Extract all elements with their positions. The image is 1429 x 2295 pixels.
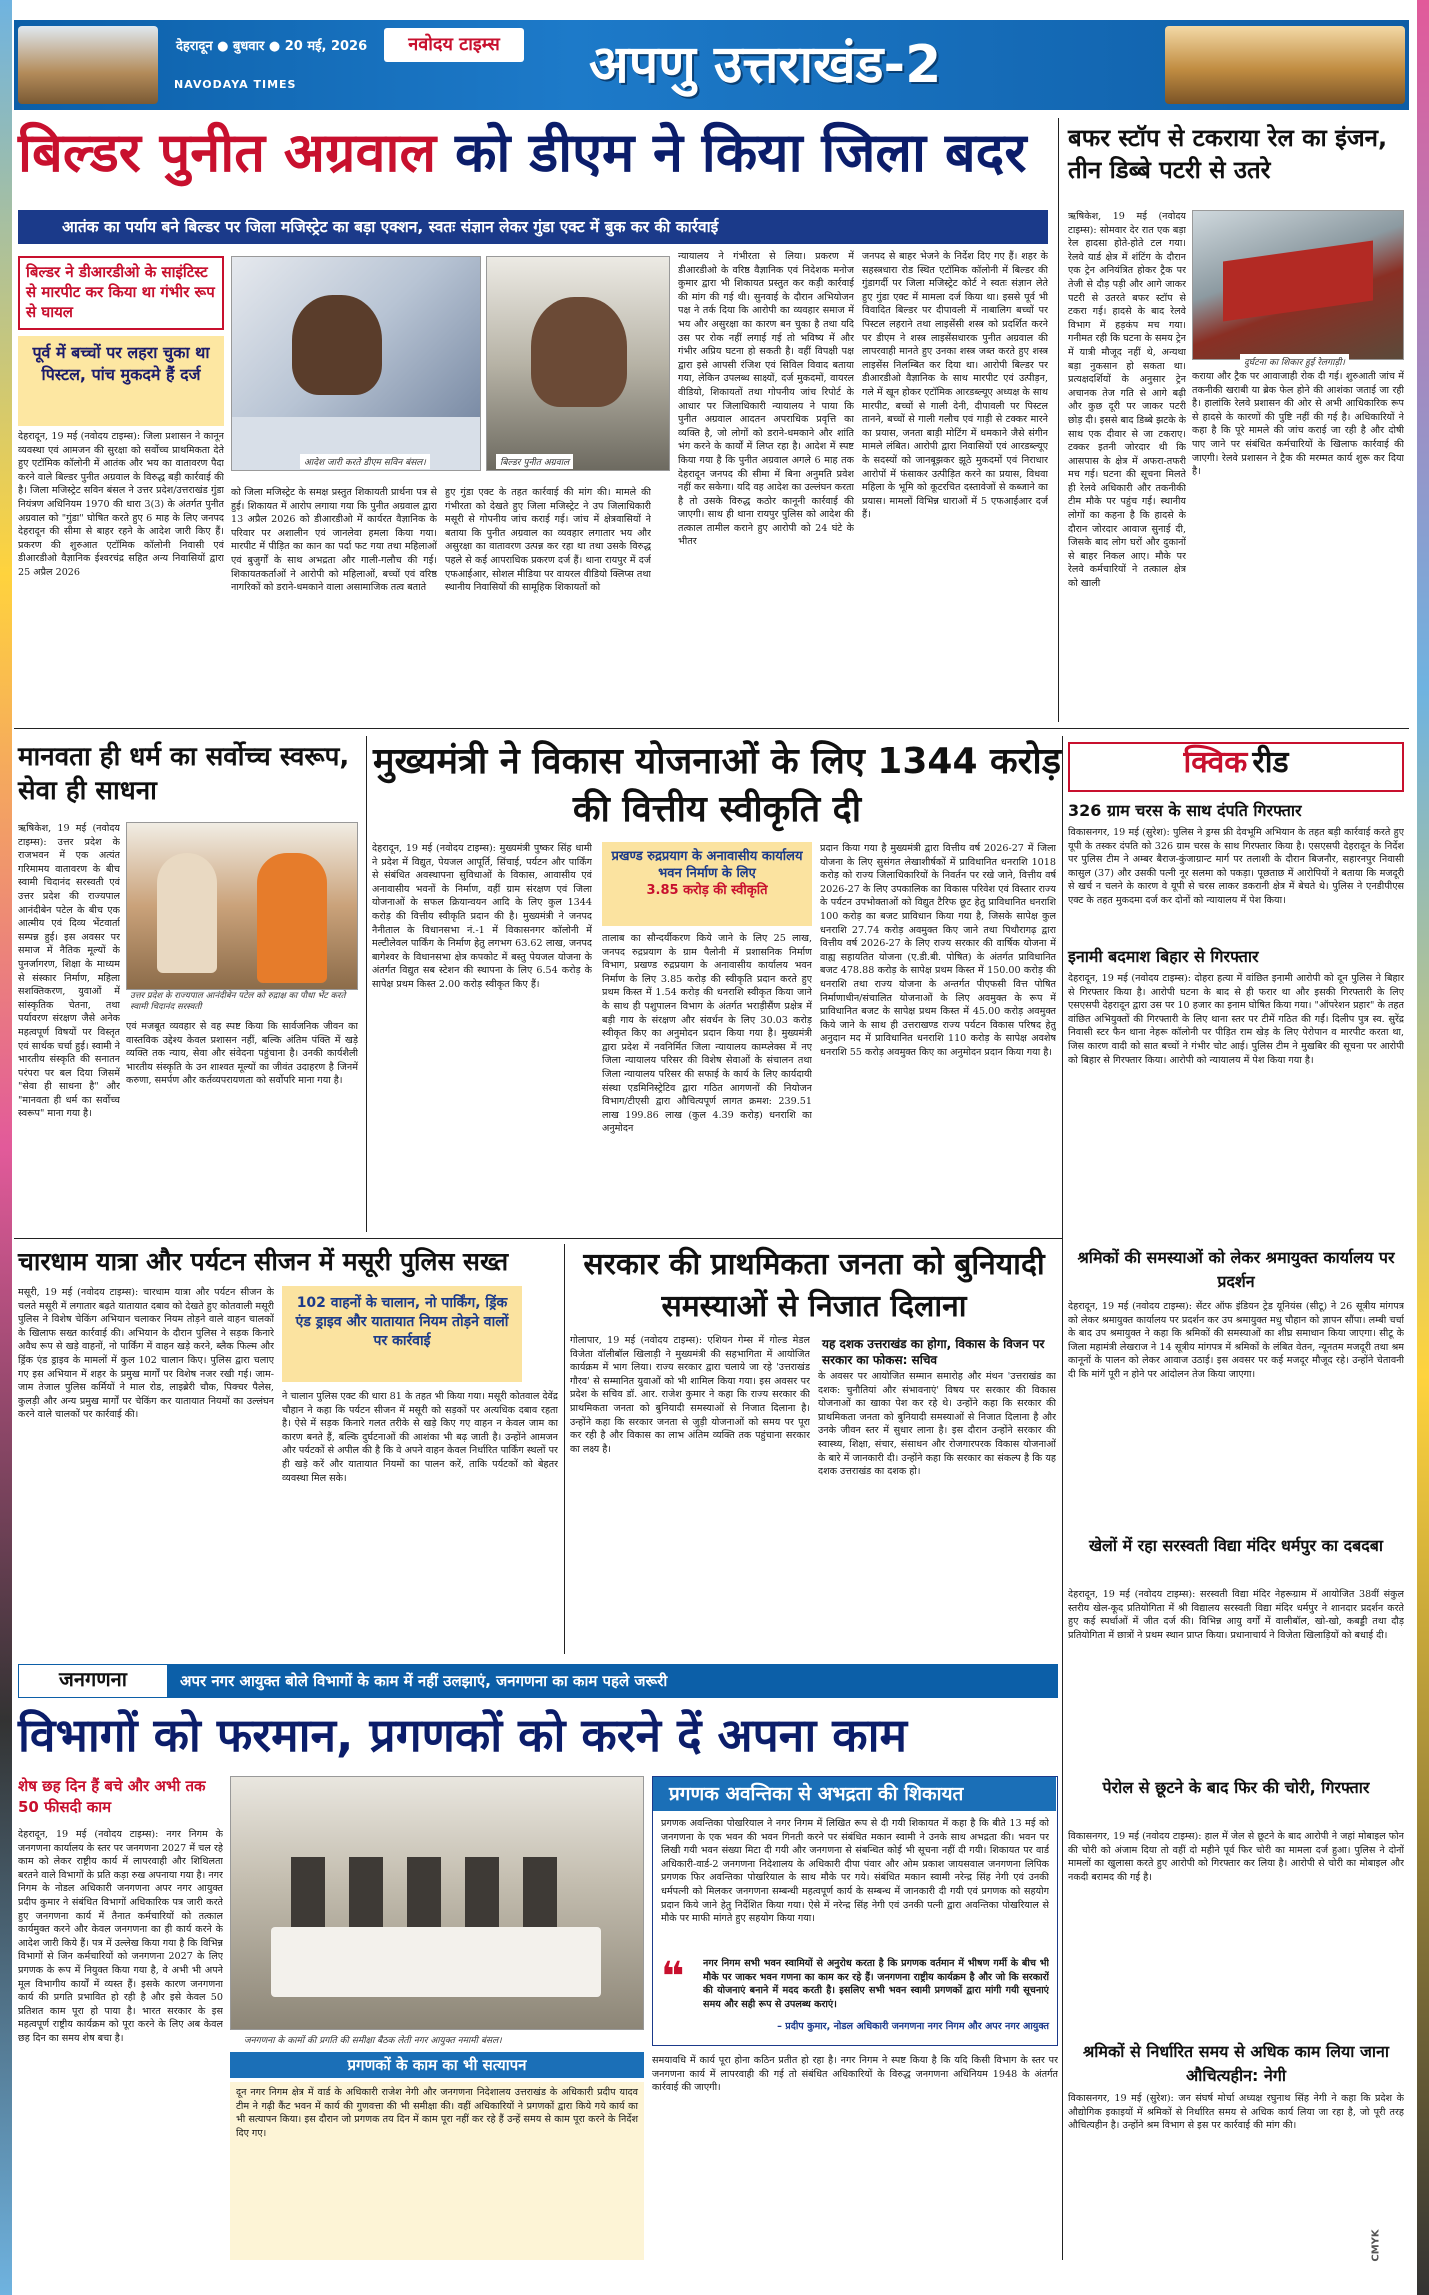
lead-sub1-text: बिल्डर ने डीआरडीओ के साइंटिस्ट से मारपीट कर किया था गंभीर रूप से घायल xyxy=(26,263,215,321)
rail-body-col-2: कराया और ट्रैक पर आवाजाही रोक दी गई। शुरुआती जांच में तकनीकी खराबी या ब्रेक फेल होने की आशंका जताई जा रही है। हालांकि रेलवे प्रशासन की ओर से अभी आधिकारिक रूप से हादसे के कारणों की पुष्टि नहीं की गई है। अधिकारियों ने कहा है कि पूरे मामले की जांच कराई जा रही है और दोषी पाए जाने पर संबंधित कर्मचारियों के खिलाफ कार्रवाई की जाएगी। रेलवे प्रशासन ने ट्रैक की मरम्मत कार्य शुरू कर दिया है। xyxy=(1192,371,1404,478)
lead-headline-blue: को डीएम ने किया जिला बदर xyxy=(454,121,1027,184)
cm-inset-sub: 3.85 करोड़ की स्वीकृति xyxy=(646,883,768,898)
lead-photo-dm xyxy=(231,256,481,471)
photo-meeting-table xyxy=(271,1927,601,1997)
census-box-body: प्रगणक अवन्तिका पोखरियाल ने नगर निगम में लिखित रूप से दी गयी शिकायत में कहा है कि बीते 13 मई को जनगणना के एक भवन की भवन गिनती करने पर संबंधित मकान स्वामी ने उनके साथ अभद्रता की। भवन पर लिखी गयी भवन संख्या मिटा दी गयी और जनगणना से संबन्धित कोई भी सूचना नहीं दी गयी। शिकायत पर वार्ड अधिकारी-वार्ड-2 जनगणना निदेशालय के अधिकारी दीपा पंवार और ओम प्रकाश जायसवाल जनगणना लिपिक प्रगणक फिर अवन्तिका पोखरियाल के साथ मौके पर गये। संबंधित मकान स्वामी नरेन्द्र सिंह नेगी एवं उनकी धर्मपत्नी को मिलकर जनगणना सम्बन्धी महत्वपूर्ण कार्य के सम्बन्ध में जानकारी दी गयी एवं प्रगणक को सहयोग प्रदान किये जाने हेतु निर्देशित किया गया। ऐसे में नरेन्द्र सिंह नेगी एवं उनकी पत्नी द्वारा अवन्तिका पोखरियाल से मौके पर माफी मांगते हुए सहयोग किया गया। xyxy=(661,1818,1049,1925)
census-strap-bar xyxy=(18,1664,1058,1698)
sarkar-headline: सरकार की प्राथमिकता जनता को बुनियादी समस्याओं से निजात दिलाना xyxy=(583,1247,1045,1324)
rule-vertical-top xyxy=(1058,118,1059,722)
masthead-paper-name: नवोदय टाइम्स xyxy=(408,34,500,55)
chardham-inset xyxy=(282,1286,522,1382)
census-sub2 xyxy=(230,2052,644,2078)
sarkar-tag xyxy=(818,1334,1056,1370)
census-sub2-body: दून नगर निगम क्षेत्र में वार्ड के अधिकारी राजेश नेगी और जनगणना निदेशालय उत्तराखंड के अधिकारी प्रदीप यादव टीम ने गढ़ी कैंट भवन में कार्य की गुणवत्ता की भी समीक्षा की। वहीं अधिकारियों ने प्रगणकों द्वारा किये गये कार्य का भी सत्यापन किया। इस दौरान जो प्रगणक तय दिन में काम पूरा नहीं कर रहे हैं उन्हें समय से काम पूरा करने के निर्देश दिए गए। xyxy=(230,2082,644,2260)
quick-item-1-title: 326 ग्राम चरस के साथ दंपति गिरफ्तार xyxy=(1068,801,1302,820)
census-label-text: जनगणना xyxy=(59,1667,127,1691)
photo-person-3 xyxy=(157,853,217,973)
census-box-title xyxy=(653,1777,1056,1811)
cm-inset xyxy=(602,842,812,926)
lead-strap-text: आतंक का पर्याय बने बिल्डर पर जिला मजिस्ट्रेट का बड़ा एक्शन, स्वतः संज्ञान लेकर गुंडा एक्ट में बुक कर की कार्रवाई xyxy=(62,218,719,236)
cm-body-col-2: तालाब का सौन्दर्यीकरण किये जाने के लिए 25 लाख, जनपद रुद्रप्रयाग के ग्राम पैलोनी में प्रशासनिक निर्माण विभाग, प्रखण्ड रुद्रप्रयाग के अनावासीय कार्यालय भवन निर्माण के लिए 3.85 करोड़ की स्वीकृति प्रदान करते हुए प्रथम किस्त में 1.54 करोड़ की धनराशि स्वीकृत किया जाने के साथ ही पशुपालन विभाग के अंतर्गत भराड़ीसैंण प्रक्षेत्र में बड़ी गाय के संरक्षण और संवर्धन के लिए 30.03 करोड़ स्वीकृत किए का अनुमोदन प्रदान किया गया है। मुख्यमंत्री द्वारा प्रदेश में नवनिर्मित जिला न्यायालय काम्प्लेक्स में नए जिला न्यायालय परिसर की विशेष सेवाओं के संचालन तथा जिला न्यायालय परिसर की सफाई के कार्य के लिए कार्यदायी संस्था एडमिनिस्ट्रेटिव द्वारा गठित आगणनों की नियोजन विभाग/टीएसी द्वारा औचित्यपूर्ण लागत क्रमश: 239.51 लाख 199.86 लाख (कुल 4.39 करोड़) धनराशि का अनुमोदन xyxy=(602,933,812,1135)
lead-photo-builder-caption: बिल्डर पुनीत अग्रवाल xyxy=(496,454,573,469)
masthead-logo xyxy=(384,28,524,62)
census-quote-mark: ❝ xyxy=(661,1954,685,2000)
rail-body-col-1: ऋषिकेश, 19 मई (नवोदय टाइम्स): सोमवार देर रात एक बड़ा रेल हादसा होते-होते टल गया। रेलवे यार्ड क्षेत्र में शंटिंग के दौरान एक ट्रेन अनियंत्रित होकर ट्रैक पर तेजी से दौड़ पड़ी और आगे जाकर पटरी से उतरते बफर स्टॉप से टकरा गई। हादसे के बाद रेलवे विभाग में हड़कंप मच गया। गनीमत रही कि घटना के समय ट्रेन में यात्री मौजूद नहीं थे, अन्यथा बड़ा नुकसान हो सकता था। प्रत्यक्षदर्शियों के अनुसार ट्रेन अचानक तेज गति से आगे बढ़ी और कुछ दूरी पर जाकर पटरी छोड़ दी। इससे बाद डिब्बे झटके के साथ एक दीवार से जा टकराए। टक्कर इतनी जोरदार थी कि आसपास के क्षेत्र में अफरा-तफरी मच गई। घटना की सूचना मिलते ही रेलवे अधिकारी और तकनीकी टीम मौके पर पहुंच गई। स्थानीय लोगों का कहना है कि हादसे के दौरान जोरदार आवाज सुनाई दी, जिसके बाद लोग घरों और दुकानों से बाहर निकल आए। मौके पर रेलवे कर्मचारियों ने तत्काल क्षेत्र को खाली xyxy=(1068,211,1186,590)
masthead-temple-left xyxy=(18,26,158,104)
rail-headline: बफर स्टॉप से टकराया रेल का इंजन, तीन डिब्बे पटरी से उतरे xyxy=(1068,124,1388,184)
census-sub2-text: प्रगणकों के काम का भी सत्यापन xyxy=(347,2056,527,2074)
humanity-headline: मानवता ही धर्म का सर्वोच्च स्वरूप, सेवा ही साधना xyxy=(18,742,350,806)
census-label xyxy=(18,1664,168,1698)
chardham-inset-text: 102 वाहनों के चालान, नो पार्किंग, ड्रिंक एंड ड्राइव और यातायात नियम तोड़ने वालों पर कार्रवाई xyxy=(295,1295,509,1349)
census-headline: विभागों को फरमान, प्रगणकों को करने दें अपना काम xyxy=(18,1708,907,1762)
humanity-body-col-1: ऋषिकेश, 19 मई (नवोदय टाइम्स): उत्तर प्रदेश के राजभवन में एक अत्यंत गरिमामय वातावरण के बीच स्वामी चिदानंद सरस्वती एवं उत्तर प्रदेश की राज्यपाल आनंदीबेन पटेल के बीच एक आत्मीय एवं दिव्य भेंटवार्ता सम्पन्न हुई। इस अवसर पर समाज में नैतिक मूल्यों के पुनर्जागरण, शिक्षा के माध्यम से संस्कार निर्माण, महिला सशक्तिकरण, युवाओं में सांस्कृतिक चेतना, तथा पर्यावरण संरक्षण जैसे अनेक महत्वपूर्ण विषयों पर विस्तृत एवं सार्थक चर्चा हुई। स्वामी ने भारतीय संस्कृति की सनातन परंपरा पर बल दिया जिसमें "सेवा ही साधना है" और "मानवता ही धर्म का सर्वोच्च स्वरूप" माना गया है। xyxy=(18,823,120,1120)
census-box-title-text: प्रगणक अवन्तिका से अभद्रता की शिकायत xyxy=(669,1783,964,1805)
left-color-bar xyxy=(0,0,12,2295)
masthead-section-title: अपणु उत्तराखंड-2 xyxy=(589,35,942,95)
photo-train xyxy=(1223,240,1373,321)
masthead-dateline: देहरादून ● बुधवार ● 20 मई, 2026 xyxy=(176,39,368,54)
lead-body-col-5: जनपद से बाहर भेजने के निर्देश दिए गए हैं। शहर के सहस्त्रधारा रोड स्थित एटॉमिक कॉलोनी में बिल्डर की गुंडागर्दी पर जिला मजिस्ट्रेट कोर्ट ने स्वतः संज्ञान लेते हुए गुंडा एक्ट में मामला दर्ज किया था। इससे पूर्व भी विवादित बिल्डर पर दीपावली में नाबालिग बच्चों पर पिस्टल लहराने तथा लाइसेंसी शस्त्र को प्रदर्शित करने पर डीएम ने शस्त्र लाइसेंसधारक पुनीत अग्रवाल की लापरवाही मानते हुए उनका शस्त्र जब्त करते हुए शस्त्र लाइसेंस निलम्बित कर दिया था। आरोपी बिल्डर पर डीआरडीओ वैज्ञानिक के साथ मारपीट एवं उत्पीड़न, गले में खून होकर एटॉमिक आरडब्ल्यूए अध्यक्ष के साथ मारपीट, बच्चों से गाली देनी, दीपावली पर पिस्टल तानने, बच्चों से गाली गलौच एवं गाड़ी से टक्कर मारने का प्रयास, जनता बाड़ी मोटिंग में धमकाने जैसे संगीन मामले लंबित। आरोपी द्वारा निवासियों एवं आरडब्ल्यूए के सदस्यों को जानबूझकर झूठे मुकदमों एवं निराधार आरोपों में फंसाकर उत्पीड़ित करने का प्रयास, विधवा महिला के भूमि को कूटरचित दस्तावेजों से कब्जाने का प्रयास। मामलों विभिन्न धाराओं में 5 एफआईआर दर्ज हैं। xyxy=(862,251,1048,521)
lead-photo-dm-caption: आदेश जारी करते डीएम सविन बंसल। xyxy=(300,454,430,469)
lead-body-col-3: हुए गुंडा एक्ट के तहत कार्रवाई की मांग की। मामले की गंभीरता को देखते हुए जिला मजिस्ट्रेट ने उप जिलाधिकारी मसूरी से गोपनीय जांच कराई गई। जांच में क्षेत्रवासियों ने बताया कि पुनीत अग्रवाल का व्यवहार लगातार भय और असुरक्षा का वातावरण उत्पन्न कर रहा था तथा उसके विरुद्ध पहले से कई आपराधिक प्रकरण दर्ज हैं। थाना रायपुर में दर्ज एफआईआर, सोशल मीडिया पर वायरल वीडियो क्लिप्स तथा स्थानीय निवासियों की सामूहिक शिकायतों को xyxy=(445,487,651,594)
masthead xyxy=(14,20,1409,110)
rule-horizontal-1 xyxy=(14,728,1409,729)
census-body-col-2: समयावधि में कार्य पूरा होना कठिन प्रतीत हो रहा है। नगर निगम ने स्पष्ट किया है कि यदि किसी विभाग के स्तर पर जनगणना कार्य में लापरवाही की गई तो संबंधित अधिकारियों के विरुद्ध जनगणना अधिनियम 1948 के अंतर्गत कार्रवाई की जाएगी। xyxy=(652,2055,1058,2094)
quick-read-header-a: क्विक xyxy=(1183,745,1248,780)
rule-vertical-2 xyxy=(366,736,367,1232)
lead-headline-red: बिल्डर पुनीत अग्रवाल xyxy=(18,121,437,184)
census-sub-text: शेष छह दिन हैं बचे और अभी तक 50 फीसदी काम xyxy=(18,1777,206,1816)
lead-headline xyxy=(18,118,1048,188)
lead-body-col-4: न्यायालय ने गंभीरता से लिया। प्रकरण में डीआरडीओ के वरिष्ठ वैज्ञानिक एवं निदेशक मनोज कुमार द्वारा भी शिकायत प्रस्तुत कर कड़ी कार्रवाई की मांग की गई थी। सुनवाई के दौरान अभियोजन पक्ष ने तर्क दिया कि आरोपी का व्यवहार समाज में भय और असुरक्षा का कारण बन चुका है तथा यदि उस पर रोक नहीं लगाई गई तो भविष्य में और गंभीर अप्रिय घटना हो सकती है। वहीं विपक्षी पक्ष द्वारा इसे आपसी रंजिश एवं सिविल विवाद बताया गया, लेकिन उपलब्ध साक्ष्यों, दर्ज मुकदमों, वायरल वीडियो, शिकायतों तथा गोपनीय जांच रिपोर्ट के आधार पर जिलाधिकारी न्यायालय ने पाया कि पुनीत अग्रवाल आदतन अपराधिक प्रवृत्ति का व्यक्ति है, जो लोगों को डराने-धमकाने और शांति भंग करने के कार्यों में लिप्त रहा है। आदेश में स्पष्ट किया गया है कि पुनीत अग्रवाल अगले 6 माह तक देहरादून जनपद की सीमा में बिना अनुमति प्रवेश नहीं कर सकेगा। यदि वह आदेश का उल्लंघन करता है तो उसके विरुद्ध कठोर कानूनी कार्रवाई की जाएगी। साथ ही थाना रायपुर पुलिस को आदेश की तत्काल तामील कराने हुए आरोपी को 24 घंटे के भीतर xyxy=(678,251,854,548)
quick-read-header-b: रीड xyxy=(1252,745,1289,780)
right-color-bar xyxy=(1417,0,1429,2295)
quick-item-2-body: देहरादून, 19 मई (नवोदय टाइम्स): दोहरा हत्या में वांछित इनामी आरोपी को दून पुलिस ने बिहार से गिरफ्तार किया है। आरोपी घटना के बाद से ही फरार था और इसकी गिरफ्तारी के लिए एसएसपी देहरादून द्वारा उस पर 10 हजार का इनाम घोषित किया गया। "ऑपरेशन प्रहार" के तहत वांछित अभियुक्तों की गिरफ्तारी के लिए थाना स्तर पर टीमें गठित की गईं। दिलीप पुत्र स्व. सुरेंद्र निवासी स्टर फैन थाना नेहरू कॉलोनी पर पीड़ित राम खेड़ के लिए पेरोपान व मारपीट करता था, जिस कारण वादी को सात बच्चों ने गंभीर चोट आई। पुलिस टीम ने मुखबिर की सूचना पर आरोपी को बिहार से गिरफ्तार किया। आरोपी को न्यायालय में पेश किया गया है। xyxy=(1068,973,1404,1066)
quick-item-6-body: विकासनगर, 19 मई (सुरेश): जन संघर्ष मोर्चा अध्यक्ष रघुनाथ सिंह नेगी ने कहा कि प्रदेश के औद्योगिक इकाइयों में श्रमिकों से निर्धारित समय से अधिक कार्य लिया जा रहा है, जो पूरी तरह औचित्यहीन है। उन्होंने श्रम विभाग से इस पर कार्रवाई की मांग की। xyxy=(1068,2093,1404,2132)
lead-sub2-text: पूर्व में बच्चों पर लहरा चुका था पिस्टल, पांच मुकदमे हैं दर्ज xyxy=(32,343,210,384)
quick-item-1-body: विकासनगर, 19 मई (सुरेश): पुलिस ने ड्रग्स फ्री देवभूमि अभियान के तहत बड़ी कार्रवाई करते हुए यूपी के तस्कर दंपति को 326 ग्राम चरस के साथ गिरफ्तार किया है। एसएसपी देहरादून के निर्देश पर पुलिस टीम ने अम्बर बैराज-कुंजाग्रान्ट मार्ग पर तलाशी के दौरान बिजनौर, सहारनपुर निवासी कासुल (37) और उसकी पत्नी नूर सलमा को पकड़ा। पूछताछ में आरोपियों ने बताया कि मजदूरी से खर्च न चलने के कारण वे यूपी से चरस लाकर डकरानी क्षेत्र में बेचते थे। पुलिस ने एनडीपीएस एक्ट के तहत मुकदमा दर्ज कर दोनों को न्यायालय में पेश किया। xyxy=(1068,827,1404,906)
masthead-temple-right xyxy=(1165,26,1405,104)
lead-sub2 xyxy=(18,336,224,426)
sarkar-tag-text: यह दशक उत्तराखंड का होगा, विकास के विजन पर सरकार का फोकस: सचिव xyxy=(822,1337,1045,1367)
sarkar-body-col-2: के अवसर पर आयोजित सम्मान समारोह और मंथन 'उत्तराखंड का दशक: चुनौतियां और संभावनाएं' विषय पर सरकार की विकास योजनाओं का खाका पेश कर रहे थे। उन्होंने कहा कि सरकार की प्राथमिकता जनता को बुनियादी समस्याओं से निजात दिलाना है और उनके जीवन स्तर में सुधार लाना है। इस दौरान उन्होंने सरकार की स्वास्थ्य, शिक्षा, संचार, संसाधन और रोजगारपरक विकास योजनाओं के बारे में जानकारी दी। उन्होंने कहा कि सरकार का संकल्प है कि यह दशक उत्तराखंड का दशक हो। xyxy=(818,1371,1056,1478)
photo-person-1 xyxy=(292,295,382,395)
quick-read-header xyxy=(1068,742,1404,792)
masthead-paper-name-en: NAVODAYA TIMES xyxy=(174,78,297,91)
quick-item-5-body: विकासनगर, 19 मई (नवोदय टाइम्स): हाल में जेल से छूटने के बाद आरोपी ने जहां मोबाइल फोन की चोरी को अंजाम दिया तो वहीं दो महीने पूर्व फिर चोरी का मामला दर्ज हुआ। पुलिस ने दोनों मामलों का खुलासा करते हुए आरोपी को गिरफ्तार कर लिया है। आरोपी से चोरी का मोबाइल और नकदी बरामद की गई है। xyxy=(1068,1831,1404,1883)
humanity-body-col-2: एवं मजबूत व्यवहार से वह स्पष्ट किया कि सार्वजनिक जीवन का वास्तविक उद्देश्य केवल प्रशासन नहीं, बल्कि अंतिम पंक्ति में खड़े व्यक्ति तक न्याय, सेवा और संवेदना पहुंचाना है। उनकी कार्यशैली भारतीय संस्कृति के उन शाश्वत मूल्यों का जीवंत उदाहरण है जिनमें करुणा, समर्पण और कर्तव्यपरायणता को सर्वोपरि माना गया है। xyxy=(126,1021,358,1087)
photo-person-4 xyxy=(257,853,327,983)
census-photo-caption: जनगणना के कामों की प्रगति की समीक्षा बैठक लेती नगर आयुक्त नमामी बंसल। xyxy=(240,2032,644,2047)
rail-photo-caption: दुर्घटना का शिकार हुई रेलगाड़ी। xyxy=(1240,354,1349,369)
cm-inset-title: प्रखण्ड रुद्रप्रयाग के अनावासीय कार्यालय भवन निर्माण के लिए xyxy=(611,849,803,881)
chardham-body-col-2: ने चालान पुलिस एक्ट की धारा 81 के तहत भी किया गया। मसूरी कोतवाल देवेंद्र चौहान ने कहा कि पर्यटन सीजन में मसूरी को सड़कों पर अत्यधिक दबाव रहता है। ऐसे में सड़क किनारे गलत तरीके से खड़े किए गए वाहन न केवल जाम का कारण बनते हैं, बल्कि दुर्घटनाओं की आशंका भी बढ़ जाती है। उन्होंने आमजन और पर्यटकों से अपील की है कि वे अपने वाहन केवल निर्धारित पार्किंग स्थलों पर ही खड़े करें और यातायात नियमों का पालन करें, ताकि पर्यटकों को बेहतर व्यवस्था मिल सके। xyxy=(282,1391,558,1484)
quick-item-4-body: देहरादून, 19 मई (नवोदय टाइम्स): सरस्वती विद्या मंदिर नेहरूग्राम में आयोजित 38वीं संकुल स्तरीय खेल-कूद प्रतियोगिता में श्री विद्यालय सरस्वती विद्या मंदिर धर्मपुर ने शानदार प्रदर्शन करते हुए कई स्पर्धाओं में जीत दर्ज की। विभिन्न आयु वर्गों में वालीबॉल, खो-खो, कबड्डी तथा दौड़ प्रतियोगिता में छात्रों ने प्रथम स्थान प्राप्त किया। प्रधानाचार्य ने विजेता खिलाड़ियों को बधाई दी। xyxy=(1068,1589,1404,1641)
rule-horizontal-2 xyxy=(14,1238,1062,1239)
census-sub xyxy=(18,1776,223,1818)
humanity-photo-caption: उत्तर प्रदेश के राज्यपाल आनंदीबेन पटेल को रुद्राक्ष का पौधा भेंट करते स्वामी चिदानंद सरस्वती xyxy=(126,990,358,1014)
humanity-photo xyxy=(126,822,358,990)
census-photo xyxy=(230,1776,644,2030)
quick-item-3-title: श्रमिकों की समस्याओं को लेकर श्रमायुक्त कार्यालय पर प्रदर्शन xyxy=(1077,1248,1395,1291)
lead-sub1 xyxy=(18,256,224,330)
quick-item-6-title: श्रमिकों से निर्धारित समय से अधिक काम लिया जाना औचित्यहीन: नेगी xyxy=(1082,2042,1390,2085)
lead-body-col-1: देहरादून, 19 मई (नवोदय टाइम्स): जिला प्रशासन ने कानून व्यवस्था एवं आमजन की सुरक्षा को सर्वोच्च प्राथमिकता देते हुए एटॉमिक कॉलोनी में आतंक और भय का वातावरण पैदा करने वाले बिल्डर पुनीत अग्रवाल के विरुद्ध बड़ी कार्रवाई की है। जिला मजिस्ट्रेट सविन बंसल ने उत्तर प्रदेश/उत्तराखंड गुंडा नियंत्रण अधिनियम 1970 की धारा 3(3) के अंतर्गत पुनीत अग्रवाल को "गुंडा" घोषित करते हुए 6 माह के लिए जनपद देहरादून की सीमा से बाहर रहने के आदेश जारी किए हैं। प्रकरण की शुरुआत एटॉमिक कॉलोनी निवासी एवं डीआरडीओ वैज्ञानिक ईश्वरचंद्र सहित अन्य निवासियों द्वारा 25 अप्रैल 2026 xyxy=(18,431,224,578)
lead-strap xyxy=(18,210,1048,244)
quick-item-5-title: पेरोल से छूटने के बाद फिर की चोरी, गिरफ्तार xyxy=(1102,1778,1370,1797)
quick-item-2-title: इनामी बदमाश बिहार से गिरफ्तार xyxy=(1068,947,1259,966)
quick-item-3-body: देहरादून, 19 मई (नवोदय टाइम्स): सेंटर ऑफ इंडियन ट्रेड यूनियंस (सीटू) ने 26 सूत्रीय मांगपत्र को लेकर श्रमायुक्त कार्यालय पर प्रदर्शन कर उप श्रमायुक्त मधु चौहान को ज्ञापन सौंपा। लम्बी चर्चा के बाद उप श्रमायुक्त ने कहा कि श्रमिकों की समस्याओं का शीघ्र समाधान किया जाएगा। सीटू के जिला महामंत्री लेखराज ने 14 सूत्रीय मांगपत्र में श्रमिकों के लंबित वेतन, न्यूनतम मजदूरी तथा श्रम कानूनों के पालन को लेकर आवाज उठाई। इस अवसर पर कई मजदूर मौजूद रहे। उन्होंने चेतावनी दी कि मांगें पूरी न होने पर आंदोलन तेज किया जाएगा। xyxy=(1068,1301,1404,1380)
lead-photo-builder xyxy=(486,256,670,471)
chardham-headline: चारधाम यात्रा और पर्यटन सीजन में मसूरी पुलिस सख्त xyxy=(18,1247,509,1276)
census-quote: नगर निगम सभी भवन स्वामियों से अनुरोध करता है कि प्रगणक वर्तमान में भीषण गर्मी के बीच भी मौके पर जाकर भवन गणना का काम कर रहे हैं। जनगणना राष्ट्रीय कार्यक्रम है और जो कि सरकारों की योजनाएं बनाने में मदद करती है। इसलिए सभी भवन स्वामी प्रगणकों द्वारा मांगी गयी सूचनाएं समय और सही रूप से उपलब्ध कराएं। xyxy=(703,1958,1049,2010)
census-strap: अपर नगर आयुक्त बोले विभागों के काम में नहीं उलझाएं, जनगणना का काम पहले जरूरी xyxy=(180,1672,668,1690)
cm-body-col-1: देहरादून, 19 मई (नवोदय टाइम्स): मुख्यमंत्री पुष्कर सिंह धामी ने प्रदेश में विद्युत, पेयजल आपूर्ति, सिंचाई, पर्यटन और पार्किंग से संबंधित अवस्थापना सुविधाओं के विकास, आवासीय एवं अनावासीय भवनों के निर्माण, वहीं ग्राम संरक्षण एवं जिला योजनाओं के सफल क्रियान्वयन आदि के लिए कुल 1344 करोड़ की वित्तीय स्वीकृति प्रदान की है। मुख्यमंत्री ने जनपद नैनीताल के विधानसभा नं.-1 में विकासनगर कॉलोनी में मल्टीलेवल पार्किंग के निर्माण हेतु लगभग 63.62 लाख, जनपद बागेश्वर के विधानसभा क्षेत्र कपकोट में बस्तु पेयजल योजना के अंतर्गत विद्युत सब स्टेशन की स्थापना के लिए 6.54 करोड़ के सापेक्ष प्रथम किस्त 2.00 करोड़ स्वीकृत किए हैं। xyxy=(372,843,592,990)
cm-body-col-3: प्रदान किया गया है मुख्यमंत्री द्वारा वित्तीय वर्ष 2026-27 में जिला योजना के लिए सुसंगत लेखाशीर्षकों में प्राविधानित धनराशि 1018 करोड़ को राज्य जिलाधिकारियों के निवर्तन पर रखे जाने, वित्तीय वर्ष 2026-27 के लिए उपकालिक का विकास परिवेश एवं विस्तार राज्य के पर्यटन उपभोक्ताओं को विद्युत टैरिफ छूट हेतु प्राविधानित धनराशि 100 करोड़ का बजट प्राविधान किया गया है, जिसके सापेक्ष कुल धनराशि 27.74 करोड़ अवमुक्त किए जाने तथा पिथौरागढ़ द्वारा वित्तीय वर्ष 2026-27 के लिए राज्य सरकार की वार्षिक योजना में वाह्य सहायतित योजना (ए.डी.बी. पोषित) के अंतर्गत प्राविधानित बजट 478.88 करोड़ के सापेक्ष प्रथम किस्त में 150.00 करोड़ की धनराशि तथा राज्य योजना के अन्तर्गत पीएफसी वित्त पोषित निर्माणाधीन/संचालित योजनाओं के लिए अवमुक्त के रूप में प्राविधानित बजट के सापेक्ष प्रथम किस्त में 45.00 करोड़ अवमुक्त किये जाने के साथ ही उत्तराखण्ड राज्य पर्यटन विकास परिषद हेतु अनुदान मद में प्राविधानित धनराशि 110 करोड़ के सापेक्ष अवशेष धनराशि 55 करोड़ अवमुक्त किए का अनुमोदन प्रदान किया गया है। xyxy=(820,843,1056,1058)
photo-meeting-people xyxy=(291,1857,581,1927)
photo-person-2 xyxy=(531,297,627,407)
lead-body-col-2: को जिला मजिस्ट्रेट के समक्ष प्रस्तुत शिकायती प्रार्थना पत्र से हुई। शिकायत में आरोप लगाया गया कि पुनीत अग्रवाल द्वारा 13 अप्रैल 2026 को डीआरडीओ में कार्यरत वैज्ञानिक के परिवार पर अशालीन एवं जानलेवा हमला किया गया। मारपीट में पीड़ित का कान का पर्दा फट गया तथा महिलाओं एवं बुजुर्गों के साथ अभद्रता और गाली-गलौच की गई। शिकायतकर्ताओं ने आरोपी को महिलाओं, बच्चों एवं वरिष्ठ नागरिकों को डराने-धमकाने वाला असामाजिक तत्व बताते xyxy=(231,487,437,594)
quick-item-4-title: खेलों में रहा सरस्वती विद्या मंदिर धर्मपुर का दबदबा xyxy=(1088,1536,1384,1555)
rule-vertical-4 xyxy=(564,1244,565,1654)
sarkar-body-col-1: गोलापार, 19 मई (नवोदय टाइम्स): एशियन गेम्स में गोल्ड मेडल विजेता वॉलीबॉल खिलाड़ी ने मुख्यमंत्री की सहभागिता में आयोजित कार्यक्रम में भाग लिया। राज्य सरकार द्वारा चलाये जा रहे 'उत्तराखंड गौरव' से सम्मानित युवाओं को भी शामिल किया गया। इस अवसर पर प्रदेश के सचिव डॉ. आर. राजेश कुमार ने कहा कि राज्य सरकार की प्राथमिकता जनता को बुनियादी समस्याओं से निजात दिलाना है। उन्होंने कहा कि सरकार जनता से जुड़ी योजनाओं को समय पर पूरा कर रही है और विकास का लाभ अंतिम व्यक्ति तक पहुंचाना सरकार का लक्ष्य है। xyxy=(570,1335,810,1455)
rule-vertical-3 xyxy=(1062,736,1063,2260)
registration-cmyk: CMYK xyxy=(1370,2229,1382,2262)
census-body-col-1: देहरादून, 19 मई (नवोदय टाइम्स): नगर निगम के जनगणना कार्यालय के स्तर पर जनगणना 2027 में चल रहे काम को लेकर राष्ट्रीय कार्य में लापरवाही और शिथिलता बरतने वाले विभागों के प्रति कड़ा रुख अपनाया गया है। नगर निगम के नोडल अधिकारी जनगणना अपर नगर आयुक्त प्रदीप कुमार ने संबंधित विभागों अधिकारिक पत्र जारी करते हुए जनगणना कार्य में तैनात कर्मचारियों को तत्काल कार्यमुक्त करने और केवल जनगणना का ही कार्य करने के आदेश जारी किये हैं। पत्र में उल्लेख किया गया है कि विभिन्न विभागों से जिन कर्मचारियों को जनगणना 2027 के लिए प्रगणक के रूप में नियुक्त किया गया है, वे अभी भी अपने मूल विभागीय कार्यों में व्यस्त हैं। इसके कारण जनगणना कार्य की प्रगति प्रभावित हो रही है और इसे केवल 50 प्रतिशत काम पूरा हो पाया है। भारत सरकार के इस महत्वपूर्ण राष्ट्रीय कार्यक्रम को पूरा करने के लिए अब केवल छह दिन का समय शेष बचा है। xyxy=(18,1829,223,2044)
cm-headline: मुख्यमंत्री ने विकास योजनाओं के लिए 1344 करोड़ की वित्तीय स्वीकृति दी xyxy=(372,741,1061,830)
census-complaint-box xyxy=(652,1776,1058,2046)
census-quote-by: – प्रदीप कुमार, नोडल अधिकारी जनगणना नगर निगम और अपर नगर आयुक्त xyxy=(777,2021,1049,2032)
chardham-body-col-1: मसूरी, 19 मई (नवोदय टाइम्स): चारधाम यात्रा और पर्यटन सीजन के चलते मसूरी में लगातार बढ़ते यातायात दबाव को देखते हुए कोतवाली मसूरी पुलिस ने विशेष चेकिंग अभियान चलाकर नियम तोड़ने वाले वाहन चालकों के खिलाफ सख्त कार्रवाई की। अभियान के दौरान पुलिस ने सड़क किनारे अवैध रूप से खड़े वाहनों, नो पार्किंग में वाहन खड़े करने, ब्लैक फिल्म और ड्रिंक एंड ड्राइव के मामलों में कुल 102 चालान किए। पुलिस द्वारा चलाए गए इस अभियान में शहर के प्रमुख मार्गों पर विशेष नजर रखी गई। जाम-जाम तेजाल पुलिस कर्मियों ने माल रोड, लाइब्रेरी चौक, पिक्चर पैलेस, कुलड़ी और अन्य प्रमुख मार्गों पर चेकिंग कर यातायात नियमों का उल्लंघन करने वाले चालकों पर कार्रवाई की। xyxy=(18,1287,274,1421)
rail-photo xyxy=(1192,210,1404,360)
